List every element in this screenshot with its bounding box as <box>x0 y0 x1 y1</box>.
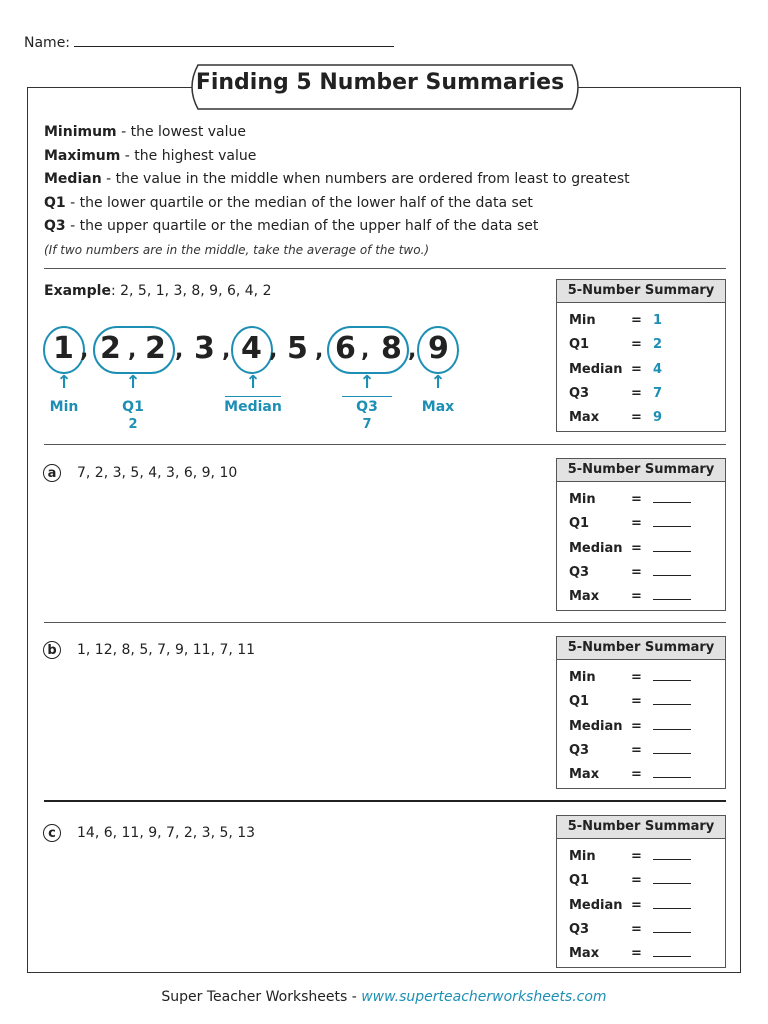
summary-row: Min = <box>569 849 691 864</box>
label-q1: Q1 <box>122 399 144 415</box>
summary-row: Q3 = <box>569 565 691 580</box>
answer-blank[interactable] <box>653 589 691 600</box>
name-label: Name: <box>24 35 71 51</box>
answer-blank[interactable] <box>653 516 691 527</box>
definition-q1: Q1 - the lower quartile or the median of the lower half of the data set <box>44 194 533 211</box>
sorted-3: 2 <box>145 331 166 366</box>
label-q3: Q3 <box>356 399 378 415</box>
arrow-up-icon: ↑ <box>125 372 141 393</box>
divider <box>44 622 726 623</box>
comma: , <box>128 338 137 363</box>
name-field[interactable] <box>24 34 394 51</box>
average-note: (If two numbers are in the middle, take the average of the two.) <box>44 242 430 257</box>
answer-blank[interactable] <box>653 743 691 754</box>
summary-heading: 5-Number Summary <box>557 459 725 482</box>
arrow-up-icon: ↑ <box>430 372 446 393</box>
sorted-8: 8 <box>381 331 402 366</box>
comma: , <box>315 338 324 363</box>
answer-blank[interactable] <box>653 694 691 705</box>
comma: , <box>269 338 278 363</box>
problem-a-data: 7, 2, 3, 5, 4, 3, 6, 9, 10 <box>77 465 238 481</box>
summary-row: Q3 = <box>569 743 691 758</box>
footer-link[interactable]: www.superteacherworksheets.com <box>361 989 607 1005</box>
divider <box>44 444 726 445</box>
summary-row: Max = <box>569 589 691 604</box>
summary-row: Q1 = <box>569 873 691 888</box>
problem-c-summary-box <box>556 815 726 968</box>
footer-text: Super Teacher Worksheets - <box>161 989 362 1005</box>
arrow-up-icon: ↑ <box>56 372 72 393</box>
median-bracket <box>225 396 281 397</box>
arrow-up-icon: ↑ <box>245 372 261 393</box>
summary-row: Median = <box>569 898 691 913</box>
problem-letter-c: c <box>43 824 61 842</box>
divider <box>44 800 726 802</box>
summary-row: Q1 = <box>569 694 691 709</box>
summary-row: Max = <box>569 767 691 782</box>
example-line: Example: 2, 5, 1, 3, 8, 9, 6, 4, 2 <box>44 283 272 299</box>
summary-heading: 5-Number Summary <box>557 280 725 303</box>
sorted-5: 4 <box>241 331 262 366</box>
example-summary-box <box>556 279 726 432</box>
summary-row: Min = <box>569 492 691 507</box>
definition-median: Median - the value in the middle when numbers are ordered from least to greatest <box>44 171 630 187</box>
problem-letter-b: b <box>43 641 61 659</box>
summary-row: Median = <box>569 719 691 734</box>
label-min: Min <box>49 399 79 415</box>
summary-row: Q3 = 7 <box>569 386 663 401</box>
summary-row: Min = <box>569 670 691 685</box>
sorted-1: 1 <box>53 331 74 366</box>
problem-a-summary-box <box>556 458 726 611</box>
sorted-7: 6 <box>335 331 356 366</box>
comma: , <box>175 338 184 363</box>
name-blank-line[interactable] <box>74 34 394 47</box>
footer <box>0 989 768 1005</box>
summary-row: Median = <box>569 541 691 556</box>
answer-blank[interactable] <box>653 719 691 730</box>
sorted-4: 3 <box>194 331 215 366</box>
problem-b-data: 1, 12, 8, 5, 7, 9, 11, 7, 11 <box>77 642 256 658</box>
comma: , <box>80 338 89 363</box>
sorted-2: 2 <box>100 331 121 366</box>
page-title: Finding 5 Number Summaries <box>195 70 565 95</box>
answer-blank[interactable] <box>653 541 691 552</box>
answer-blank[interactable] <box>653 898 691 909</box>
summary-row: Median = 4 <box>569 362 663 377</box>
summary-row: Max = 9 <box>569 410 663 425</box>
summary-row: Min = 1 <box>569 313 663 328</box>
arrow-up-icon: ↑ <box>359 372 375 393</box>
label-q3-value: 7 <box>362 417 372 432</box>
summary-row: Q1 = 2 <box>569 337 663 352</box>
problem-letter-a: a <box>43 464 61 482</box>
label-median: Median <box>224 399 282 415</box>
summary-row: Q1 = <box>569 516 691 531</box>
label-max: Max <box>421 399 455 415</box>
q3-bracket <box>342 396 392 397</box>
answer-blank[interactable] <box>653 873 691 884</box>
definition-q3: Q3 - the upper quartile or the median of the upper half of the data set <box>44 218 539 234</box>
sorted-6: 5 <box>287 331 308 366</box>
comma: , <box>361 338 370 363</box>
comma: , <box>408 338 417 363</box>
summary-row: Q3 = <box>569 922 691 937</box>
answer-blank[interactable] <box>653 767 691 778</box>
divider <box>44 268 726 269</box>
answer-blank[interactable] <box>653 922 691 933</box>
definition-minimum: Minimum - the lowest value <box>44 124 247 140</box>
definitions <box>44 121 630 262</box>
problem-c-data: 14, 6, 11, 9, 7, 2, 3, 5, 13 <box>77 825 256 841</box>
summary-heading: 5-Number Summary <box>557 816 725 839</box>
problem-b-summary-box <box>556 636 726 789</box>
sorted-9: 9 <box>428 331 449 366</box>
summary-heading: 5-Number Summary <box>557 637 725 660</box>
answer-blank[interactable] <box>653 946 691 957</box>
answer-blank[interactable] <box>653 492 691 503</box>
answer-blank[interactable] <box>653 565 691 576</box>
comma: , <box>222 338 231 363</box>
label-q1-value: 2 <box>128 417 138 432</box>
answer-blank[interactable] <box>653 670 691 681</box>
answer-blank[interactable] <box>653 849 691 860</box>
summary-row: Max = <box>569 946 691 961</box>
definition-maximum: Maximum - the highest value <box>44 147 257 164</box>
